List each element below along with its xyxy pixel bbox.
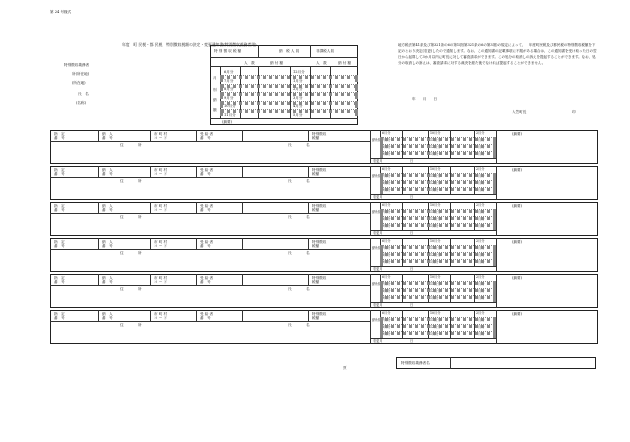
address-label: 住 所 xyxy=(120,143,142,147)
record-col xyxy=(308,202,309,213)
special-tax-label: 特別徴収 xyxy=(312,168,327,172)
record-col xyxy=(196,310,197,321)
record-col xyxy=(496,202,497,236)
record-col xyxy=(98,202,99,213)
day-label: 日 xyxy=(410,267,414,271)
row-line xyxy=(380,216,496,220)
designation-label-2: 番 号 xyxy=(54,244,65,248)
col-amount-left: 納 付 額 xyxy=(270,61,284,65)
month-right-2: 2月分 xyxy=(293,87,303,91)
taxpayer-label-2: 番 号 xyxy=(102,316,113,320)
designation-label: 指 定 xyxy=(54,132,65,136)
month-right-4: 4月分 xyxy=(293,104,303,108)
taxpayer-label: 納 人 xyxy=(102,168,113,172)
record-col xyxy=(496,310,497,344)
month-c: 2月分 xyxy=(476,275,485,279)
city-label: 市 町 村 xyxy=(154,204,168,208)
address-label: 所(所在地) xyxy=(72,72,90,76)
row-line xyxy=(380,295,496,299)
notice-text: 地方税法第41条及び第321条の6の第1項(第321条の6の第3項)の規定によって、 年度町民税及び都民税の特別徴収税額を下記のとおり決定(変更)したので通知します。なお、この通知書の記載事項に不服がある場合は、この通知書を受け取った日の翌日から起算して3か月以内に町長に対して審査請求ができます。この処分の取消しの訴えを提起することができます。なお、処分の取消しの訴えは、審査請求に対する裁決を経た後でなければ提起することができません。 xyxy=(398,43,597,65)
record-col xyxy=(150,310,151,321)
receiver-label-2: 番 号 xyxy=(200,280,211,284)
taxpayer-label-2: 番 号 xyxy=(102,136,113,140)
record-col xyxy=(496,274,497,308)
record-divider xyxy=(50,177,370,178)
notice-seal: 印 xyxy=(572,110,576,114)
row-line xyxy=(380,173,496,177)
record-col xyxy=(196,274,197,285)
city-label-2: コ ー ド xyxy=(154,208,168,212)
city-label: 市 町 村 xyxy=(154,276,168,280)
day-label: 日 xyxy=(410,195,414,199)
record-col xyxy=(98,166,99,177)
receiver-label: 受 給 者 xyxy=(200,204,214,208)
row-line xyxy=(380,187,496,191)
city-label: 市 町 村 xyxy=(154,240,168,244)
block-remarks: (摘要) xyxy=(512,276,522,280)
month-c: 5月分 xyxy=(476,152,485,156)
summary-person-count: 納 税 人 員 xyxy=(279,49,300,53)
designation-label-2: 番 号 xyxy=(54,316,65,320)
side-label: 納付額 xyxy=(372,246,383,250)
month-a: 9月分 xyxy=(382,296,391,300)
month-b: 12月分 xyxy=(430,289,441,293)
record-block-4 xyxy=(50,238,598,272)
month-left-3: 9月分 xyxy=(224,96,234,100)
month-b: 11月分 xyxy=(430,282,441,286)
notice-date: 年 月 日 xyxy=(412,97,438,101)
month-c: 4月分 xyxy=(476,325,485,329)
special-tax-label: 特別徴収 xyxy=(312,276,327,280)
special-tax-label-2: 税額 xyxy=(312,136,320,140)
record-col xyxy=(496,130,497,164)
side-label: 納付額 xyxy=(372,282,383,286)
taxpayer-label: 納 人 xyxy=(102,132,113,136)
record-col xyxy=(242,238,243,249)
receiver-label: 受 給 者 xyxy=(200,312,214,316)
record-col xyxy=(308,166,309,177)
month-c: 2月分 xyxy=(476,239,485,243)
record-col xyxy=(308,274,309,285)
month-right-5: 5月分 xyxy=(293,113,303,117)
special-tax-label-2: 税額 xyxy=(312,316,320,320)
city-label-2: コ ー ド xyxy=(154,316,168,320)
record-col xyxy=(196,130,197,141)
record-col xyxy=(242,310,243,321)
row-line xyxy=(380,281,496,285)
record-col xyxy=(150,238,151,249)
block-remarks: (摘要) xyxy=(512,168,522,172)
record-col xyxy=(150,274,151,285)
month-b: 11月分 xyxy=(430,318,441,322)
side-label: 納付額 xyxy=(372,318,383,322)
changed-label: 変更月 xyxy=(373,231,383,235)
designation-label-2: 番 号 xyxy=(54,280,65,284)
month-a: 7月分 xyxy=(382,138,391,142)
month-b: 1月分 xyxy=(430,224,439,228)
month-b: 10月分 xyxy=(430,239,441,243)
month-b: 1月分 xyxy=(430,296,439,300)
month-b: 11月分 xyxy=(430,246,441,250)
month-left-1: 7月分 xyxy=(224,79,234,83)
city-label-2: コ ー ド xyxy=(154,136,168,140)
designation-label: 指 定 xyxy=(54,312,65,316)
record-col xyxy=(196,166,197,177)
name-label: 氏 名 xyxy=(288,215,310,219)
record-col xyxy=(242,166,243,177)
month-a: 9月分 xyxy=(382,188,391,192)
month-c: 5月分 xyxy=(476,296,485,300)
side-label: 納付額 xyxy=(372,174,383,178)
row-line xyxy=(380,331,496,335)
month-b: 10月分 xyxy=(430,203,441,207)
row-line xyxy=(380,245,496,249)
month-a: 6月分 xyxy=(382,239,391,243)
record-col xyxy=(150,130,151,141)
changed-label: 変更月 xyxy=(373,303,383,307)
month-c: 5月分 xyxy=(476,332,485,336)
record-col xyxy=(496,238,497,272)
month-left-4: 10月分 xyxy=(224,104,236,108)
side-label: 納付額 xyxy=(372,138,383,142)
month-right-1: 1月分 xyxy=(293,79,303,83)
month-a: 7月分 xyxy=(382,282,391,286)
name-label: 氏 名 xyxy=(288,323,310,327)
month-a: 7月分 xyxy=(382,174,391,178)
receiver-label-2: 番 号 xyxy=(200,244,211,248)
month-a: 8月分 xyxy=(382,145,391,149)
month-c: 2月分 xyxy=(476,131,485,135)
recipient-label: 特別徴収義務者 xyxy=(64,63,90,67)
name-sub-label: (名称) xyxy=(76,101,86,105)
month-c: 2月分 xyxy=(476,203,485,207)
record-divider xyxy=(370,158,496,159)
record-col xyxy=(98,274,99,285)
month-c: 3月分 xyxy=(476,138,485,142)
month-b: 10月分 xyxy=(430,131,441,135)
designation-label-2: 番 号 xyxy=(54,136,65,140)
city-label-2: コ ー ド xyxy=(154,244,168,248)
month-b: 1月分 xyxy=(430,260,439,264)
name-label: 氏 名 xyxy=(288,287,310,291)
special-tax-label: 特別徴収 xyxy=(312,312,327,316)
record-col xyxy=(196,238,197,249)
month-b: 12月分 xyxy=(430,217,441,221)
month-c: 4月分 xyxy=(476,181,485,185)
record-divider xyxy=(50,285,370,286)
month-b: 1月分 xyxy=(430,332,439,336)
day-label: 日 xyxy=(410,303,414,307)
summary-remarks: (摘要) xyxy=(222,120,232,124)
row-line xyxy=(380,259,496,263)
record-divider xyxy=(50,213,370,214)
col-amount-right: 納 付 額 xyxy=(338,61,352,65)
month-a: 8月分 xyxy=(382,217,391,221)
month-c: 2月分 xyxy=(476,167,485,171)
row-line xyxy=(380,223,496,227)
receiver-label-2: 番 号 xyxy=(200,172,211,176)
special-tax-label: 特別徴収 xyxy=(312,204,327,208)
designation-label-2: 番 号 xyxy=(54,208,65,212)
day-label: 日 xyxy=(410,159,414,163)
record-col xyxy=(98,130,99,141)
taxpayer-label: 納 人 xyxy=(102,276,113,280)
special-tax-label: 特別徴収 xyxy=(312,132,327,136)
month-b: 1月分 xyxy=(430,188,439,192)
month-a: 7月分 xyxy=(382,318,391,322)
month-c: 4月分 xyxy=(476,145,485,149)
row-line xyxy=(380,137,496,141)
designation-label: 指 定 xyxy=(54,168,65,172)
month-b: 11月分 xyxy=(430,138,441,142)
receiver-label-2: 番 号 xyxy=(200,316,211,320)
block-remarks: (摘要) xyxy=(512,312,522,316)
city-label: 市 町 村 xyxy=(154,168,168,172)
month-a: 9月分 xyxy=(382,152,391,156)
changed-label: 変更月 xyxy=(373,339,383,343)
record-divider xyxy=(50,141,370,142)
month-a: 6月分 xyxy=(382,131,391,135)
special-tax-label: 特別徴収 xyxy=(312,240,327,244)
row-line xyxy=(380,252,496,256)
month-b: 12月分 xyxy=(430,181,441,185)
record-col xyxy=(98,238,99,249)
record-col xyxy=(150,202,151,213)
row-line xyxy=(380,144,496,148)
record-block-6 xyxy=(50,310,598,344)
summary-unpaid-count: 非課税人員 xyxy=(316,49,334,53)
designation-label: 指 定 xyxy=(54,240,65,244)
form-title: 年度 町 民税・都 民税 特別徴収税額の決定・変更通知書(特別徴収義務者用) xyxy=(122,42,257,47)
record-col xyxy=(308,310,309,321)
summary-tax-label: 特 別 徴 収 税 額 xyxy=(214,49,242,53)
month-c: 5月分 xyxy=(476,224,485,228)
month-right-0: 12月分 xyxy=(293,70,305,74)
side-2: 別 xyxy=(213,88,217,92)
row-line xyxy=(380,180,496,184)
side-4: 額 xyxy=(213,108,217,112)
block-remarks: (摘要) xyxy=(512,240,522,244)
address-label: 住 所 xyxy=(120,179,142,183)
designation-label: 指 定 xyxy=(54,276,65,280)
record-divider xyxy=(50,249,370,250)
record-col xyxy=(98,310,99,321)
taxpayer-label-2: 番 号 xyxy=(102,280,113,284)
record-col xyxy=(496,166,497,200)
month-c: 5月分 xyxy=(476,260,485,264)
record-divider xyxy=(370,194,496,195)
month-b: 12月分 xyxy=(430,253,441,257)
month-b: 1月分 xyxy=(430,152,439,156)
record-col xyxy=(150,166,151,177)
city-label: 市 町 村 xyxy=(154,312,168,316)
day-label: 日 xyxy=(410,339,414,343)
receiver-label-2: 番 号 xyxy=(200,208,211,212)
month-c: 3月分 xyxy=(476,282,485,286)
row-line xyxy=(380,209,496,213)
city-label: 市 町 村 xyxy=(154,132,168,136)
city-label-2: コ ー ド xyxy=(154,172,168,176)
month-b: 11月分 xyxy=(430,174,441,178)
month-c: 3月分 xyxy=(476,210,485,214)
row-line xyxy=(380,151,496,155)
month-b: 10月分 xyxy=(430,275,441,279)
notice-office: 入笠町長 xyxy=(512,110,527,114)
name-label: 氏 名 xyxy=(288,251,310,255)
month-left-2: 8月分 xyxy=(224,87,234,91)
month-c: 4月分 xyxy=(476,289,485,293)
special-tax-label-2: 税額 xyxy=(312,280,320,284)
record-block-2 xyxy=(50,166,598,200)
record-block-3 xyxy=(50,202,598,236)
month-a: 7月分 xyxy=(382,246,391,250)
month-a: 8月分 xyxy=(382,289,391,293)
record-block-1 xyxy=(50,130,598,164)
city-label-2: コ ー ド xyxy=(154,280,168,284)
block-remarks: (摘要) xyxy=(512,132,522,136)
row-line xyxy=(380,288,496,292)
collector-label: 特別徴収義務者名 xyxy=(401,361,430,365)
record-divider xyxy=(50,321,370,322)
month-c: 3月分 xyxy=(476,174,485,178)
month-a: 9月分 xyxy=(382,224,391,228)
day-label: 日 xyxy=(410,231,414,235)
month-b: 12月分 xyxy=(430,145,441,149)
month-a: 9月分 xyxy=(382,260,391,264)
record-col xyxy=(308,238,309,249)
special-tax-label-2: 税額 xyxy=(312,172,320,176)
address-label: 住 所 xyxy=(120,251,142,255)
month-b: 12月分 xyxy=(430,325,441,329)
side-label: 納付額 xyxy=(372,210,383,214)
month-b: 11月分 xyxy=(430,210,441,214)
changed-label: 変更月 xyxy=(373,159,383,163)
record-divider xyxy=(370,230,496,231)
month-c: 3月分 xyxy=(476,246,485,250)
record-divider xyxy=(370,302,496,303)
receiver-label: 受 給 者 xyxy=(200,276,214,280)
month-left-0: 6月分 xyxy=(224,70,234,74)
month-a: 7月分 xyxy=(382,210,391,214)
month-a: 6月分 xyxy=(382,167,391,171)
changed-label: 変更月 xyxy=(373,195,383,199)
record-divider xyxy=(370,266,496,267)
location-label: (所在地) xyxy=(72,81,86,85)
taxpayer-label-2: 番 号 xyxy=(102,244,113,248)
block-remarks: (摘要) xyxy=(512,204,522,208)
month-left-5: 11月分 xyxy=(224,113,236,117)
changed-label: 変更月 xyxy=(373,267,383,271)
month-c: 4月分 xyxy=(476,217,485,221)
month-b: 10月分 xyxy=(430,167,441,171)
col-people-left: 人 数 xyxy=(244,61,255,65)
month-c: 2月分 xyxy=(476,311,485,315)
taxpayer-label: 納 人 xyxy=(102,204,113,208)
receiver-label-2: 番 号 xyxy=(200,136,211,140)
month-a: 6月分 xyxy=(382,311,391,315)
record-divider xyxy=(370,338,496,339)
month-a: 9月分 xyxy=(382,332,391,336)
address-label: 住 所 xyxy=(120,323,142,327)
name-label: 氏 名 xyxy=(78,92,89,96)
month-a: 8月分 xyxy=(382,253,391,257)
side-1: 月 xyxy=(213,76,217,80)
address-label: 住 所 xyxy=(120,287,142,291)
month-c: 3月分 xyxy=(476,318,485,322)
month-a: 8月分 xyxy=(382,181,391,185)
month-right-3: 3月分 xyxy=(293,96,303,100)
record-col xyxy=(242,202,243,213)
record-col xyxy=(196,202,197,213)
special-tax-label-2: 税額 xyxy=(312,208,320,212)
month-a: 6月分 xyxy=(382,203,391,207)
record-col xyxy=(242,274,243,285)
form-number: 第 24 号様式 xyxy=(50,10,72,14)
row-line xyxy=(380,324,496,328)
name-label: 氏 名 xyxy=(288,179,310,183)
month-a: 8月分 xyxy=(382,325,391,329)
special-tax-label-2: 税額 xyxy=(312,244,320,248)
taxpayer-label-2: 番 号 xyxy=(102,172,113,176)
taxpayer-label: 納 人 xyxy=(102,240,113,244)
record-block-5 xyxy=(50,274,598,308)
month-c: 4月分 xyxy=(476,253,485,257)
row-line xyxy=(380,317,496,321)
receiver-label: 受 給 者 xyxy=(200,132,214,136)
page-label: 頁 xyxy=(343,366,347,370)
month-c: 5月分 xyxy=(476,188,485,192)
taxpayer-label: 納 人 xyxy=(102,312,113,316)
month-b: 10月分 xyxy=(430,311,441,315)
taxpayer-label-2: 番 号 xyxy=(102,208,113,212)
receiver-label: 受 給 者 xyxy=(200,240,214,244)
receiver-label: 受 給 者 xyxy=(200,168,214,172)
month-a: 6月分 xyxy=(382,275,391,279)
designation-label: 指 定 xyxy=(54,204,65,208)
address-label: 住 所 xyxy=(120,215,142,219)
designation-label-2: 番 号 xyxy=(54,172,65,176)
col-people-right: 人 数 xyxy=(316,61,327,65)
side-3: 納 xyxy=(213,98,217,102)
record-col xyxy=(308,130,309,141)
record-col xyxy=(242,130,243,141)
name-label: 氏 名 xyxy=(288,143,310,147)
